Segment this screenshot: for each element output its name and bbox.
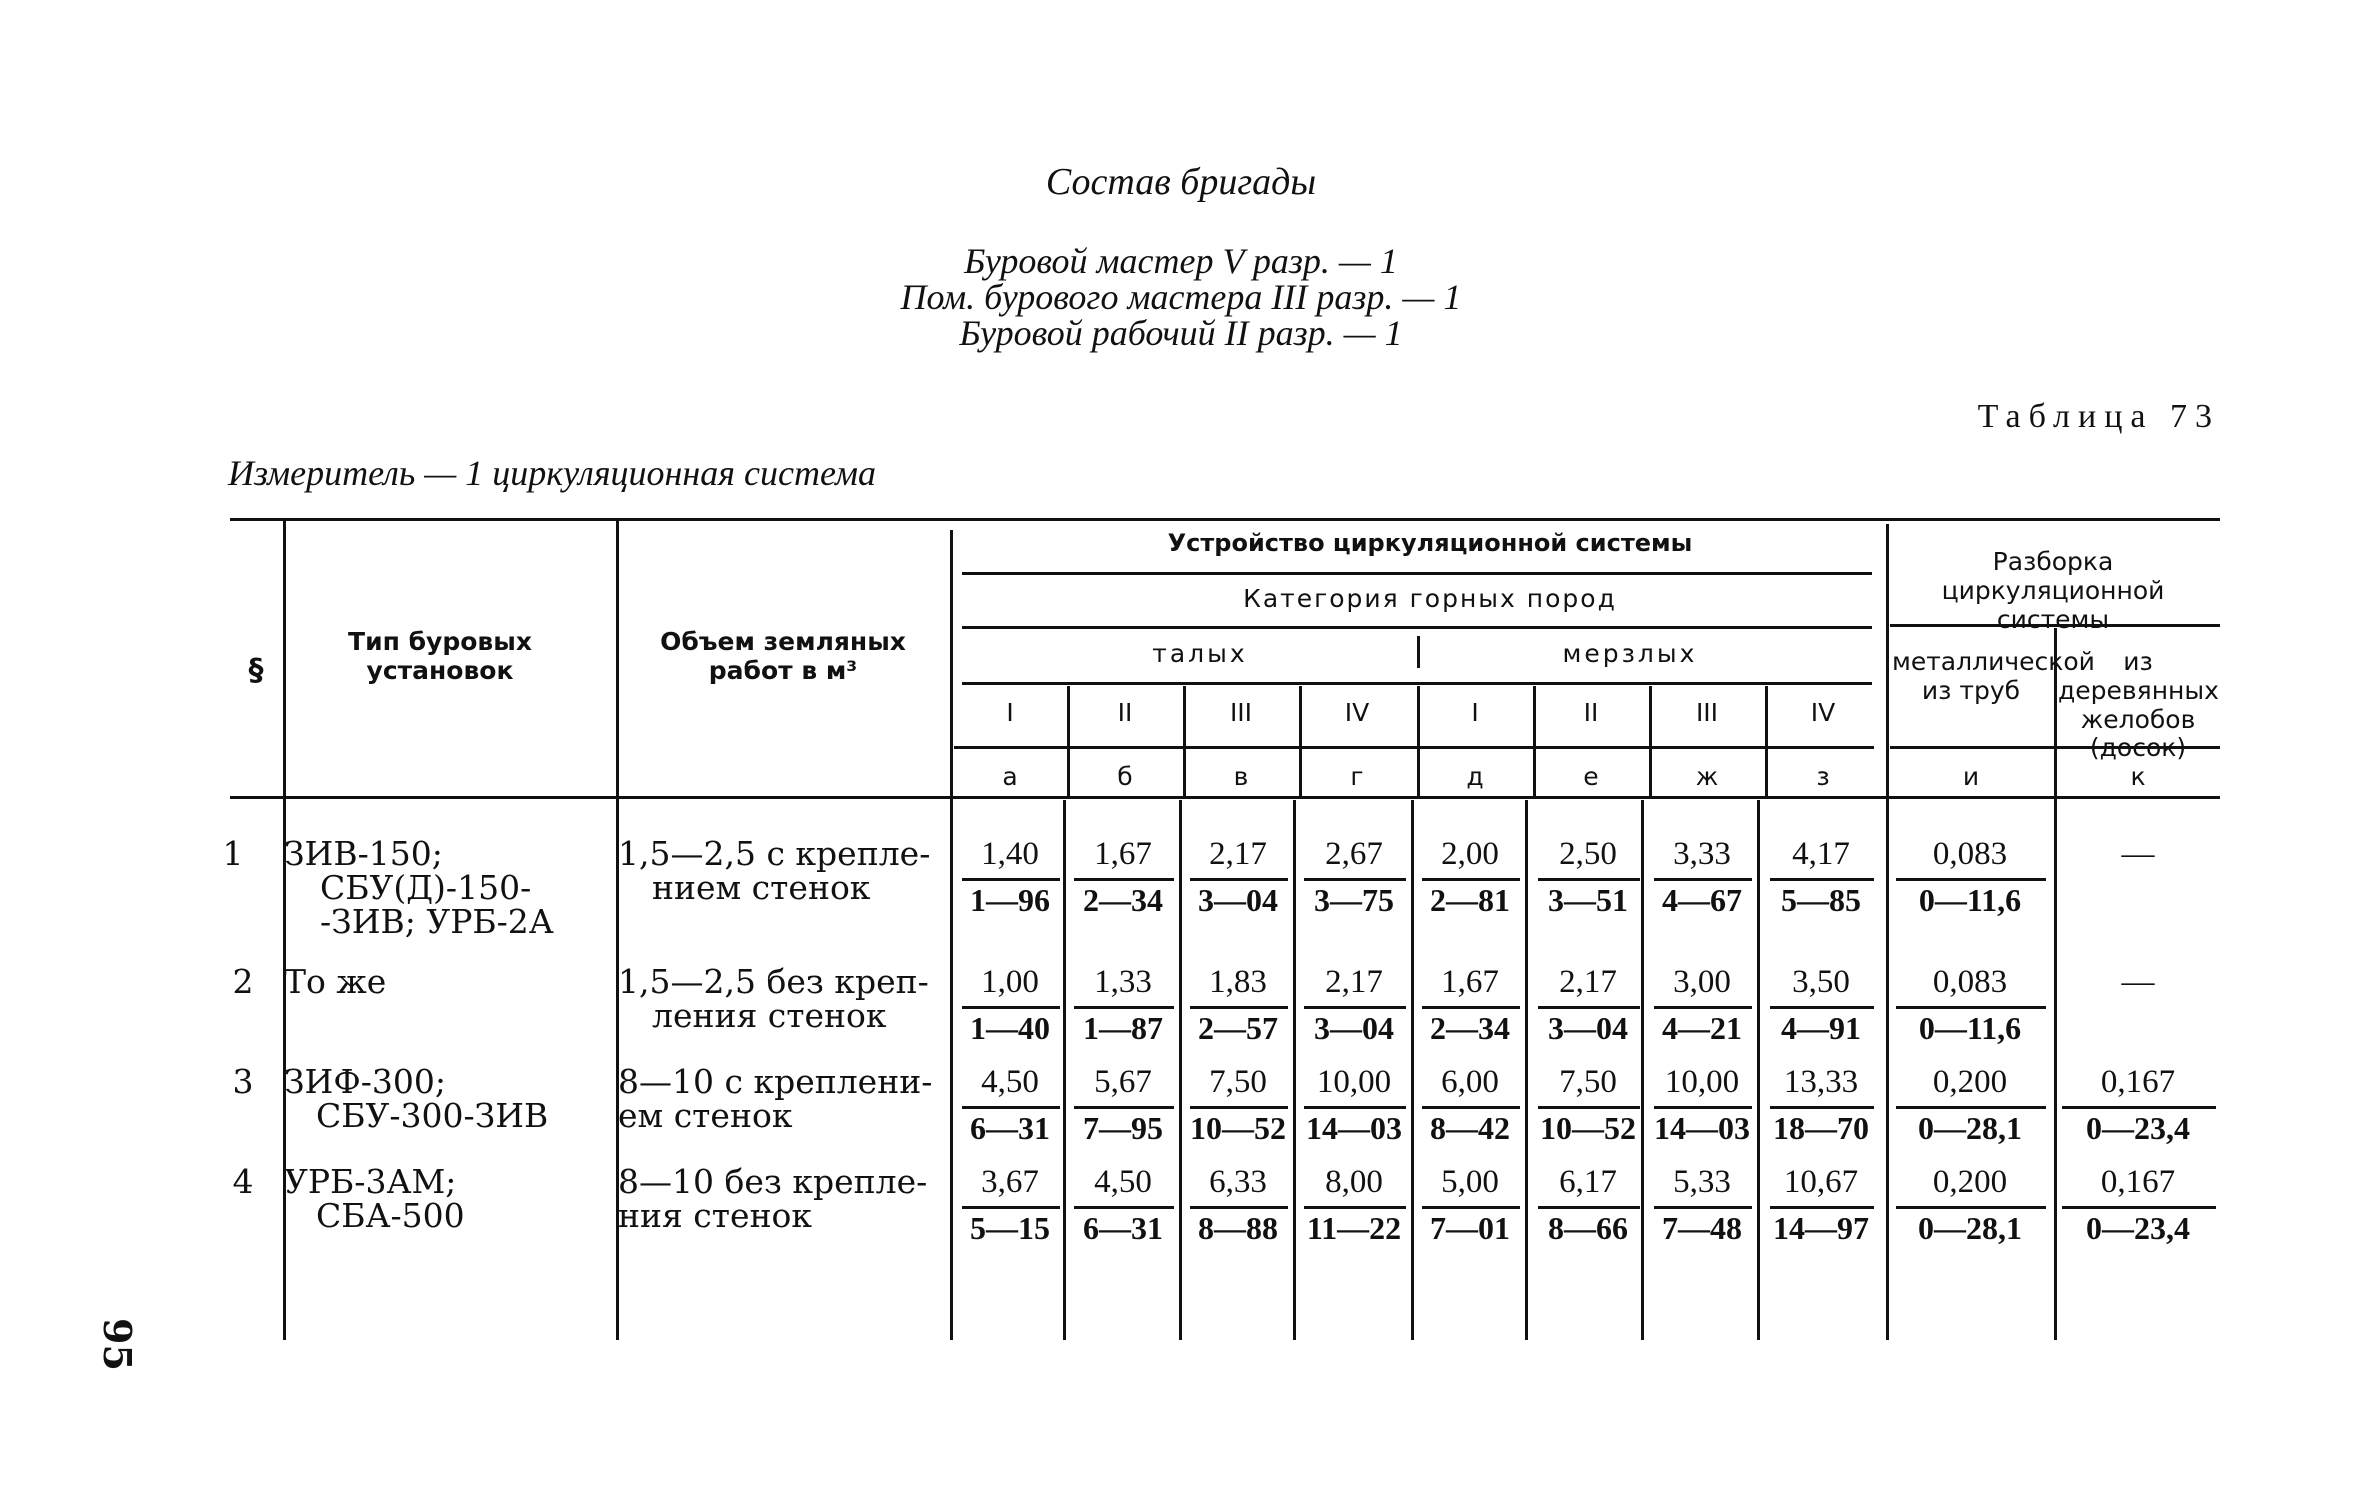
volume-line: нием стенок: [652, 868, 871, 907]
cell-rate: 0,200: [1932, 1064, 2008, 1100]
rig-type-line: ЗИФ-300;: [284, 1062, 446, 1101]
fraction-bar: [1422, 1006, 1520, 1009]
cell-rate: 1,67: [1094, 836, 1152, 872]
cell-rate: 6,17: [1559, 1164, 1617, 1200]
cell-rate: 10,00: [1664, 1064, 1740, 1100]
cell-cost: 4—67: [1662, 882, 1742, 918]
cell-cost: 8—42: [1430, 1110, 1510, 1146]
fraction-bar: [1770, 1106, 1874, 1109]
cell-cost: 14—03: [1306, 1110, 1402, 1146]
header-earthwork-volume: Объем земляных работ в м³: [660, 627, 906, 685]
fraction-bar: [1654, 1106, 1752, 1109]
cell-cost: 0—23,4: [2086, 1110, 2190, 1146]
unit-of-measure: Измеритель — 1 циркуляционная система: [228, 453, 877, 493]
column-letter: ж: [1695, 762, 1719, 791]
cell-cost: 0—28,1: [1918, 1110, 2022, 1146]
cell-cost: 3—04: [1548, 1010, 1628, 1046]
fraction-bar: [1074, 1206, 1174, 1209]
header-roman: I: [1006, 698, 1014, 727]
cell-rate: —: [2121, 836, 2155, 872]
cell-rate: 0,200: [1932, 1164, 2008, 1200]
column-letter: б: [1117, 762, 1133, 791]
cell-rate: 5,00: [1441, 1164, 1499, 1200]
fraction-bar: [1190, 878, 1288, 881]
cell-cost: 0—11,6: [1918, 882, 2022, 918]
fraction-bar: [1074, 1006, 1174, 1009]
fraction-bar: [1654, 1006, 1752, 1009]
fraction-bar: [2062, 1106, 2216, 1109]
cell-cost: 7—95: [1083, 1110, 1163, 1146]
cell-cost: 3—04: [1198, 882, 1278, 918]
fraction-bar: [1074, 878, 1174, 881]
volume-line: 1,5—2,5 с крепле-: [618, 834, 931, 873]
cell-rate: 10,00: [1316, 1064, 1392, 1100]
cell-cost: 11—22: [1306, 1210, 1402, 1246]
page-title: Состав бригады: [1045, 161, 1317, 203]
cell-cost: 4—21: [1662, 1010, 1742, 1046]
fraction-bar: [1190, 1206, 1288, 1209]
volume-line: ления стенок: [652, 996, 887, 1035]
cell-cost: 8—66: [1548, 1210, 1628, 1246]
fraction-bar: [1190, 1006, 1288, 1009]
crew-line-2: Пом. бурового мастера III разр. — 1: [900, 277, 1462, 317]
fraction-bar: [1896, 878, 2046, 881]
cell-cost: 5—15: [970, 1210, 1050, 1246]
header-wooden-troughs: из деревянных желобов (досок): [2058, 647, 2219, 763]
volume-line: ния стенок: [618, 1196, 813, 1235]
rig-type-line: СБА-500: [316, 1196, 465, 1235]
cell-rate: 1,33: [1094, 964, 1152, 1000]
header-roman: III: [1695, 698, 1719, 727]
page-number: 95: [95, 1318, 140, 1371]
cell-rate: 2,00: [1441, 836, 1499, 872]
volume-line: ем стенок: [618, 1096, 793, 1135]
crew-line-1: Буровой мастер V разр. — 1: [964, 241, 1398, 281]
header-roman: I: [1471, 698, 1479, 727]
cell-cost: 1—87: [1083, 1010, 1163, 1046]
cell-rate: —: [2121, 964, 2155, 1000]
fraction-bar: [962, 878, 1060, 881]
cell-cost: 2—34: [1083, 882, 1163, 918]
cell-rate: 3,00: [1673, 964, 1731, 1000]
fraction-bar: [1304, 1006, 1406, 1009]
cell-rate: 2,17: [1325, 964, 1383, 1000]
column-letter: и: [1962, 762, 1980, 791]
cell-cost: 2—81: [1430, 882, 1510, 918]
fraction-bar: [1304, 878, 1406, 881]
cell-rate: 7,50: [1209, 1064, 1267, 1100]
fraction-bar: [1896, 1106, 2046, 1109]
cell-rate: 1,00: [981, 964, 1039, 1000]
fraction-bar: [1770, 1006, 1874, 1009]
cell-rate: 3,50: [1792, 964, 1850, 1000]
cell-rate: 0,167: [2100, 1064, 2176, 1100]
cell-rate: 4,50: [981, 1064, 1039, 1100]
cell-rate: 2,50: [1559, 836, 1617, 872]
row-number: 3: [232, 1062, 254, 1101]
column-letter: г: [1350, 762, 1364, 791]
cell-rate: 3,67: [981, 1164, 1039, 1200]
row-number: 4: [232, 1162, 254, 1201]
volume-line: 8—10 без крепле-: [618, 1162, 928, 1201]
rig-type-line: ЗИВ-150;: [284, 834, 443, 873]
fraction-bar: [1422, 1106, 1520, 1109]
header-metal-pipes: металлической из труб: [1892, 647, 2095, 705]
column-letter: к: [2130, 762, 2146, 791]
cell-rate: 10,67: [1783, 1164, 1859, 1200]
cell-cost: 8—88: [1198, 1210, 1278, 1246]
volume-line: 1,5—2,5 без креп-: [618, 962, 929, 1001]
cell-rate: 8,00: [1325, 1164, 1383, 1200]
cell-cost: 1—40: [970, 1010, 1050, 1046]
column-letter: е: [1583, 762, 1599, 791]
rig-type-line: СБУ(Д)-150-: [320, 868, 532, 907]
header-roman: IV: [1810, 698, 1836, 727]
cell-cost: 3—75: [1314, 882, 1394, 918]
fraction-bar: [1422, 1206, 1520, 1209]
cell-cost: 4—91: [1781, 1010, 1861, 1046]
cell-cost: 3—04: [1314, 1010, 1394, 1046]
cell-rate: 6,33: [1209, 1164, 1267, 1200]
cell-rate: 1,83: [1209, 964, 1267, 1000]
fraction-bar: [1190, 1106, 1288, 1109]
header-rig-type: Тип буровых установок: [348, 627, 532, 685]
cell-cost: 6—31: [1083, 1210, 1163, 1246]
header-thawed: талых: [1152, 639, 1248, 668]
cell-rate: 7,50: [1559, 1064, 1617, 1100]
cell-rate: 0,167: [2100, 1164, 2176, 1200]
cell-cost: 5—85: [1781, 882, 1861, 918]
cell-rate: 6,00: [1441, 1064, 1499, 1100]
cell-cost: 18—70: [1773, 1110, 1869, 1146]
fraction-bar: [962, 1106, 1060, 1109]
fraction-bar: [1896, 1206, 2046, 1209]
header-roman: II: [1117, 698, 1133, 727]
cell-cost: 10—52: [1540, 1110, 1636, 1146]
cell-cost: 7—48: [1662, 1210, 1742, 1246]
rig-type-line: СБУ-300-ЗИВ: [316, 1096, 549, 1135]
column-letter: а: [1002, 762, 1018, 791]
fraction-bar: [1422, 878, 1520, 881]
column-letter: д: [1466, 762, 1484, 791]
cell-rate: 4,50: [1094, 1164, 1152, 1200]
fraction-bar: [1538, 878, 1640, 881]
cell-rate: 0,083: [1932, 964, 2008, 1000]
fraction-bar: [1770, 878, 1874, 881]
fraction-bar: [962, 1006, 1060, 1009]
fraction-bar: [1654, 1206, 1752, 1209]
cell-rate: 1,40: [981, 836, 1039, 872]
fraction-bar: [1654, 878, 1752, 881]
fraction-bar: [1304, 1106, 1406, 1109]
header-frozen: мерзлых: [1562, 639, 1698, 668]
header-installation: Устройство циркуляционной системы: [1167, 529, 1693, 557]
cell-cost: 0—23,4: [2086, 1210, 2190, 1246]
cell-rate: 3,33: [1673, 836, 1731, 872]
cell-rate: 0,083: [1932, 836, 2008, 872]
header-rock-category: Категория горных пород: [1243, 584, 1617, 613]
cell-cost: 14—97: [1773, 1210, 1869, 1246]
fraction-bar: [1770, 1206, 1874, 1209]
crew-line-3: Буровой рабочий II разр. — 1: [959, 313, 1403, 353]
cell-rate: 2,67: [1325, 836, 1383, 872]
header-dismantling: Разборка циркуляционной системы: [1941, 547, 2165, 634]
cell-cost: 14—03: [1654, 1110, 1750, 1146]
volume-line: 8—10 с креплени-: [618, 1062, 933, 1101]
fraction-bar: [1896, 1006, 2046, 1009]
cell-rate: 2,17: [1209, 836, 1267, 872]
cell-cost: 10—52: [1190, 1110, 1286, 1146]
cell-rate: 5,67: [1094, 1064, 1152, 1100]
row-number: 2: [232, 962, 254, 1001]
row-number: 1: [222, 834, 244, 873]
cell-cost: 1—96: [970, 882, 1050, 918]
cell-cost: 3—51: [1548, 882, 1628, 918]
table-label: Таблица 73: [1977, 398, 2220, 435]
column-letter: з: [1816, 762, 1830, 791]
cell-cost: 0—11,6: [1918, 1010, 2022, 1046]
header-roman: IV: [1344, 698, 1370, 727]
fraction-bar: [962, 1206, 1060, 1209]
header-roman: III: [1229, 698, 1253, 727]
column-letter: в: [1233, 762, 1249, 791]
cell-rate: 1,67: [1441, 964, 1499, 1000]
fraction-bar: [1304, 1206, 1406, 1209]
cell-cost: 0—28,1: [1918, 1210, 2022, 1246]
rig-type-line: УРБ-3АМ;: [284, 1162, 457, 1201]
header-paragraph: §: [248, 653, 264, 688]
rig-type-line: То же: [284, 962, 387, 1001]
header-roman: II: [1583, 698, 1599, 727]
rig-type-line: -ЗИВ; УРБ-2А: [320, 902, 554, 941]
cell-cost: 6—31: [970, 1110, 1050, 1146]
cell-rate: 5,33: [1673, 1164, 1731, 1200]
cell-cost: 7—01: [1430, 1210, 1510, 1246]
fraction-bar: [2062, 1206, 2216, 1209]
fraction-bar: [1538, 1006, 1640, 1009]
cell-cost: 2—34: [1430, 1010, 1510, 1046]
fraction-bar: [1538, 1106, 1640, 1109]
fraction-bar: [1538, 1206, 1640, 1209]
cell-rate: 2,17: [1559, 964, 1617, 1000]
cell-rate: 4,17: [1792, 836, 1850, 872]
fraction-bar: [1074, 1106, 1174, 1109]
cell-rate: 13,33: [1783, 1064, 1859, 1100]
cell-cost: 2—57: [1198, 1010, 1278, 1046]
